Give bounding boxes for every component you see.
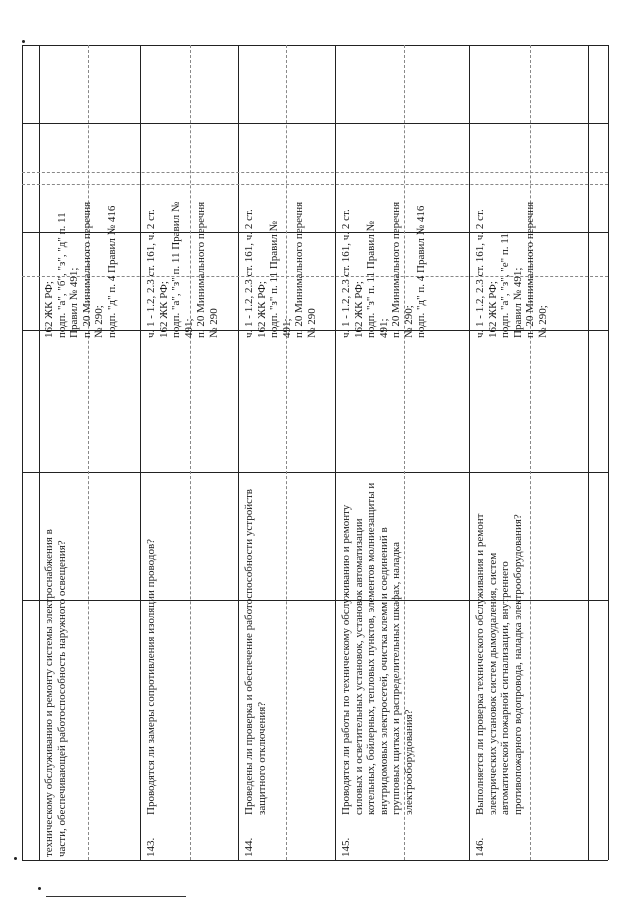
row-number: 144. <box>243 837 255 857</box>
column-border <box>39 45 40 860</box>
question-cell: Проведены ли проверка и обеспечение работоспособности устройств защитного отключения? <box>243 489 268 815</box>
faint-line <box>22 184 608 185</box>
reference-cell: ч. 1 - 1.2, 2.3 ст. 161, ч. 2 ст. 162 ЖК РФ; подп. "з" п. 11 Правил № 491; п. 20 Минимального перечня № 290 <box>243 201 318 338</box>
footnote-rule <box>46 896 186 897</box>
column-border <box>588 45 589 860</box>
scan-speck <box>22 40 25 43</box>
scan-speck <box>38 887 41 890</box>
column-border <box>469 45 470 860</box>
faint-line <box>88 45 89 860</box>
column-border <box>335 45 336 860</box>
reference-cell: ч. 1 - 1.2, 2.3 ст. 161, ч. 2 ст. 162 ЖК РФ; подп. "а", "з" п. 11 Правил № 491; п. 20 Минимального перечня № 290 <box>145 201 220 338</box>
faint-line <box>190 45 191 860</box>
column-border <box>140 45 141 860</box>
reference-cell: ч. 1 - 1.2, 2.3 ст. 161, ч. 2 ст. 162 ЖК РФ; подп. "з" п. 11 Правил № 491; п. 20 Минимального перечня № 290; подп. "д" п. 4 Правил № 416 <box>340 201 427 338</box>
reference-cell: ч. 1 - 1.2, 2.3 ст. 161, ч. 2 ст. 162 ЖК РФ; подп. "а", "з", "е" п. 11 Правил № 491; п. 20 Минимального перечня № 290; <box>474 201 549 338</box>
row-border <box>22 45 608 46</box>
row-border <box>22 860 608 861</box>
row-border <box>22 123 608 124</box>
column-border <box>22 45 23 860</box>
question-cell: Выполняется ли проверка технического обслуживания и ремонт электрических установок систем дымоудаления, систем автоматической пожарной сигнализации, внутреннего противопожарного водопровода, наладка электрооборудования? <box>474 513 524 815</box>
faint-line <box>286 45 287 860</box>
row-number: 143. <box>145 837 157 857</box>
question-cell: техническому обслуживанию и ремонту системы электроснабжения в части, обеспечивающей работоспособность наружного освещения? <box>43 529 68 857</box>
question-cell: Проводятся ли работы по техническому обслуживанию и ремонту силовых и осветительных установок, установок автоматизации котельных, бойлерных, тепловых пунктов, элементов молниезащиты и внутридомовых электросетей, очистка клемм и соединений в групповых щитках и распределительных шкафах, наладка электрооборудования? <box>340 482 415 815</box>
column-border <box>608 45 609 860</box>
scan-speck <box>14 857 17 860</box>
row-number: 146. <box>474 837 486 857</box>
faint-line <box>22 172 608 173</box>
reference-cell: 162 ЖК РФ; подп. "а", "б", "з", "д" п. 11 Правил № 491; п. 20 Минимального перечня № 290; подп. "д" п. 4 Правил № 416 <box>43 201 118 338</box>
row-number: 145. <box>340 837 352 857</box>
question-cell: Проводятся ли замеры сопротивления изоляции проводов? <box>145 538 157 815</box>
column-border <box>238 45 239 860</box>
